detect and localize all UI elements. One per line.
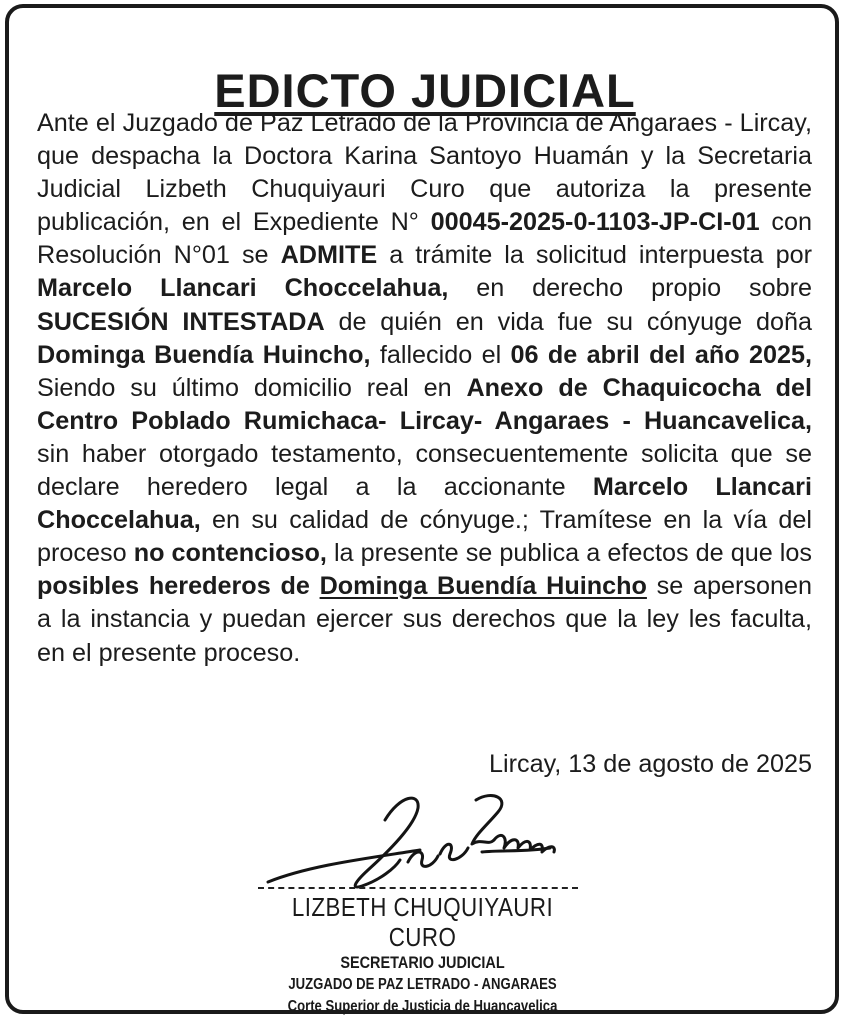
deceased-name-underlined: Dominga Buendía Huincho — [319, 572, 647, 601]
body-text: fallecido el — [370, 340, 511, 369]
body-text: la presente se publica a efectos de que los — [326, 539, 812, 568]
body-text: sin haber otorgado testamento, consecuentemente solicita que se declare heredero legal a la accionante — [37, 439, 812, 502]
title-text: EDICTO JUDICIAL — [214, 64, 636, 118]
stamp-court: JUZGADO DE PAZ LETRADO - ANGARAES — [288, 976, 557, 993]
date-line: Lircay, 13 de agosto de 2025 — [488, 750, 812, 778]
petitioner-name: Marcelo Llancari Choccelahua, — [37, 274, 449, 303]
case-subject: SUCESIÓN INTESTADA — [37, 307, 325, 336]
body-text: con Resolución N°01 se — [37, 208, 812, 270]
official-stamp — [250, 892, 595, 1018]
last-address: Anexo de Chaquicocha del Centro Poblado Rumichaca- Lircay- Angaraes - Huancavelica, — [37, 373, 813, 435]
admits-keyword: ADMITE — [280, 241, 378, 270]
stamp-role: SECRETARIO JUDICIAL — [340, 953, 505, 972]
case-number: 00045-2025-0-1103-JP-CI-01 — [430, 208, 760, 237]
deceased-name: Dominga Buendía Huincho, — [37, 340, 371, 369]
body-text: Ante el Juzgado de Paz Letrado de la Provincia de Angaraes - Lircay, que despacha la Doctora Karina Santoyo Huamán y la Secretaria Judicial Lizbeth Chuquiyauri Curo que autoriza la presente publicación, en el Expediente N° — [37, 109, 812, 237]
body-text: de quién en vida fue su cónyuge doña — [324, 307, 812, 336]
handwritten-signature — [250, 790, 590, 895]
body-text: en su calidad de cónyuge.; Tramítese en la vía del proceso — [37, 506, 812, 568]
death-date: 06 de abril del año 2025, — [510, 340, 812, 369]
signature-line — [258, 887, 578, 889]
stamp-name: LIZBETH CHUQUIYAURI CURO — [291, 892, 554, 952]
petitioner-name: Marcelo Llancari Choccelahua, — [37, 473, 812, 535]
stamp-superior-court: Corte Superior de Justicia de Huancavelica — [287, 998, 558, 1015]
edict-body — [37, 107, 812, 670]
body-text: en derecho propio sobre — [448, 274, 812, 303]
heirs-phrase: posibles herederos de — [37, 572, 320, 601]
body-text: se apersonen a la instancia y puedan ejercer sus derechos que la ley les faculta, en el presente proceso. — [37, 572, 813, 667]
process-type: no contencioso, — [133, 539, 327, 568]
body-text: Siendo su último domicilio real en — [37, 373, 467, 402]
body-text: a trámite la solicitud interpuesta por — [377, 241, 812, 270]
